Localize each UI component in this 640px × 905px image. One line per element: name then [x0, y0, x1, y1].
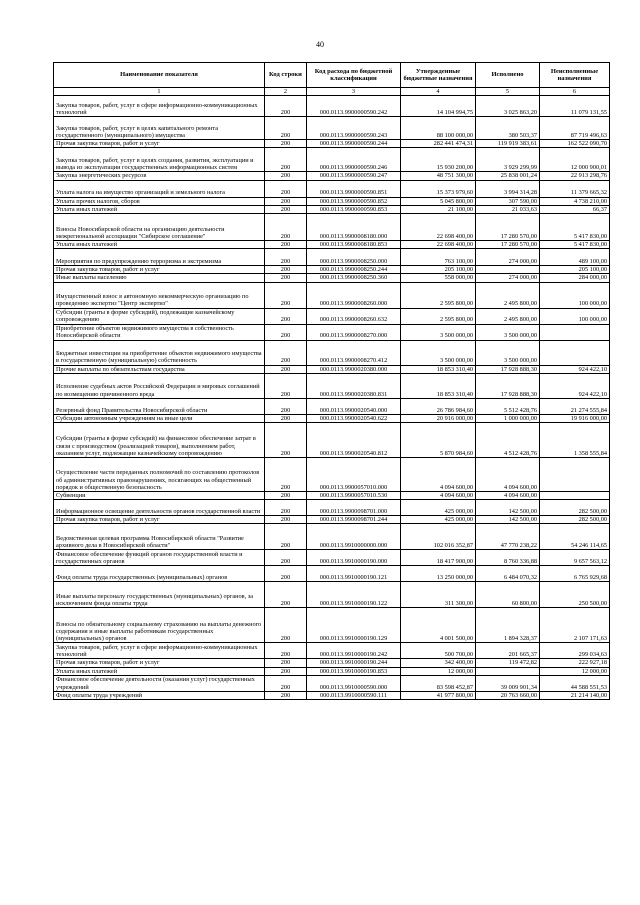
row-class-code-cell: 000.0113.9900000590.247 [307, 172, 401, 180]
row-executed-cell: 47 770 238,22 [476, 524, 540, 550]
table-row [54, 180, 610, 197]
row-line-code-cell: 200 [265, 266, 307, 274]
row-name-cell: Субсидии автономным учреждениям на иные цели [54, 414, 265, 422]
row-line-code-cell: 200 [265, 550, 307, 566]
row-approved-cell: 18 417 900,00 [401, 550, 476, 566]
row-class-code-cell: 000.0113.9910000590.111 [307, 691, 401, 699]
row-unexecuted-cell: 100 000,00 [540, 282, 610, 308]
row-executed-cell: 2 495 800,00 [476, 308, 540, 324]
row-line-code-cell: 200 [265, 500, 307, 516]
row-name-cell: Иные выплаты населению [54, 274, 265, 282]
table-row [54, 205, 610, 213]
row-unexecuted-cell: 54 246 114,65 [540, 524, 610, 550]
row-name-cell: Уплата иных платежей [54, 667, 265, 675]
row-name-cell: Прочая закупка товаров, работ и услуг [54, 266, 265, 274]
table-row [54, 516, 610, 524]
row-line-code-cell: 200 [265, 524, 307, 550]
row-unexecuted-cell: 282 500,00 [540, 516, 610, 524]
row-approved-cell: 4 094 600,00 [401, 458, 476, 492]
row-class-code-cell: 000.0113.9900008270.000 [307, 324, 401, 340]
header-line-code: Код строки [265, 63, 307, 88]
row-executed-cell: 25 838 001,24 [476, 172, 540, 180]
page-number: 40 [316, 40, 324, 49]
row-unexecuted-cell: 162 522 090,70 [540, 140, 610, 148]
row-class-code-cell: 000.0113.9900020380.000 [307, 365, 401, 373]
row-unexecuted-cell [540, 324, 610, 340]
row-unexecuted-cell: 924 422,10 [540, 373, 610, 398]
row-executed-cell: 307 590,00 [476, 197, 540, 205]
row-line-code-cell: 200 [265, 180, 307, 197]
row-class-code-cell: 000.0113.9900020540.000 [307, 398, 401, 414]
row-line-code-cell: 200 [265, 667, 307, 675]
row-class-code-cell: 000.0113.9900098701.244 [307, 516, 401, 524]
row-executed-cell [476, 667, 540, 675]
row-executed-cell: 4 094 600,00 [476, 458, 540, 492]
row-approved-cell: 425 000,00 [401, 516, 476, 524]
row-name-cell: Мероприятия по предупреждению терроризма и экстремизма [54, 249, 265, 266]
row-line-code-cell: 200 [265, 675, 307, 691]
row-executed-cell: 17 928 888,30 [476, 365, 540, 373]
row-unexecuted-cell [540, 458, 610, 492]
row-approved-cell: 205 100,00 [401, 266, 476, 274]
row-name-cell: Закупка товаров, работ, услуг в целях капитального ремонта государственного (муниципального) имущества [54, 117, 265, 140]
row-line-code-cell: 200 [265, 691, 307, 699]
row-class-code-cell: 000.0113.9900020380.831 [307, 373, 401, 398]
row-line-code-cell: 200 [265, 274, 307, 282]
table-row [54, 492, 610, 500]
row-line-code-cell: 200 [265, 659, 307, 667]
row-name-cell: Прочая закупка товаров, работ и услуг [54, 140, 265, 148]
row-line-code-cell: 200 [265, 249, 307, 266]
row-approved-cell: 558 000,00 [401, 274, 476, 282]
row-approved-cell: 18 853 310,40 [401, 365, 476, 373]
row-approved-cell: 102 016 352,87 [401, 524, 476, 550]
table-row [54, 675, 610, 691]
table-row [54, 566, 610, 582]
row-approved-cell: 311 300,00 [401, 582, 476, 608]
table-row [54, 414, 610, 422]
row-line-code-cell: 200 [265, 516, 307, 524]
row-line-code-cell: 200 [265, 241, 307, 249]
row-name-cell: Фонд оплаты труда учреждений [54, 691, 265, 699]
row-name-cell: Бюджетные инвестиции на приобретение объектов недвижимого имущества в государственную (муниципальную) собственность [54, 340, 265, 365]
row-class-code-cell: 000.0113.9910000190.000 [307, 550, 401, 566]
row-executed-cell: 60 800,00 [476, 582, 540, 608]
table-row [54, 608, 610, 643]
row-name-cell: Субсидии (гранты в форме субсидий), подлежащие казначейскому сопровождению [54, 308, 265, 324]
table-row [54, 643, 610, 659]
table-row [54, 500, 610, 516]
row-executed-cell [476, 266, 540, 274]
table-row [54, 582, 610, 608]
row-name-cell: Информационное освещение деятельности органов государственной власти [54, 500, 265, 516]
table-row [54, 148, 610, 172]
row-approved-cell: 83 598 452,87 [401, 675, 476, 691]
row-class-code-cell: 000.0113.9910000190.121 [307, 566, 401, 582]
row-class-code-cell: 000.0113.9900000590.242 [307, 96, 401, 117]
header-row [54, 63, 610, 88]
row-line-code-cell: 200 [265, 324, 307, 340]
row-approved-cell: 88 100 000,00 [401, 117, 476, 140]
row-unexecuted-cell: 282 500,00 [540, 500, 610, 516]
row-approved-cell: 41 977 800,00 [401, 691, 476, 699]
row-unexecuted-cell: 4 738 210,00 [540, 197, 610, 205]
budget-execution-table [53, 62, 610, 700]
row-executed-cell: 119 472,82 [476, 659, 540, 667]
column-number: 4 [401, 88, 476, 96]
row-approved-cell: 282 441 474,31 [401, 140, 476, 148]
row-class-code-cell: 000.0113.9900008260.632 [307, 308, 401, 324]
table-row [54, 550, 610, 566]
row-unexecuted-cell: 5 417 830,00 [540, 241, 610, 249]
row-approved-cell: 2 595 800,00 [401, 282, 476, 308]
row-executed-cell: 3 994 314,28 [476, 180, 540, 197]
row-unexecuted-cell: 5 417 830,00 [540, 214, 610, 241]
row-class-code-cell: 000.0113.9900057010.000 [307, 458, 401, 492]
row-line-code-cell: 200 [265, 643, 307, 659]
header-class-code: Код расхода по бюджетной классификации [307, 63, 401, 88]
header-name: Наименование показателя [54, 63, 265, 88]
row-class-code-cell: 000.0113.9900008180.000 [307, 214, 401, 241]
row-approved-cell: 13 250 000,00 [401, 566, 476, 582]
row-unexecuted-cell: 87 719 496,63 [540, 117, 610, 140]
row-approved-cell: 4 001 500,00 [401, 608, 476, 643]
row-name-cell: Финансовое обеспечение функций органов государственной власти и государственных органов [54, 550, 265, 566]
row-unexecuted-cell: 66,37 [540, 205, 610, 213]
row-unexecuted-cell: 12 000,00 [540, 667, 610, 675]
row-name-cell: Субвенции [54, 492, 265, 500]
row-class-code-cell: 000.0113.9910000590.000 [307, 675, 401, 691]
row-unexecuted-cell: 22 913 298,76 [540, 172, 610, 180]
row-name-cell: Закупка товаров, работ, услуг в целях создания, развития, эксплуатации и вывода из эксплуатации государственных информационных систем [54, 148, 265, 172]
row-approved-cell: 22 698 400,00 [401, 241, 476, 249]
row-unexecuted-cell [540, 492, 610, 500]
row-line-code-cell: 200 [265, 365, 307, 373]
row-name-cell: Закупка товаров, работ, услуг в сфере информационно-коммуникационных технологий [54, 96, 265, 117]
row-executed-cell: 17 280 570,00 [476, 241, 540, 249]
row-line-code-cell: 200 [265, 197, 307, 205]
row-class-code-cell: 000.0113.9900008260.000 [307, 282, 401, 308]
row-unexecuted-cell: 21 214 140,00 [540, 691, 610, 699]
row-line-code-cell: 200 [265, 205, 307, 213]
table-row [54, 117, 610, 140]
row-line-code-cell: 200 [265, 308, 307, 324]
row-unexecuted-cell: 222 927,18 [540, 659, 610, 667]
table-row [54, 659, 610, 667]
row-unexecuted-cell: 44 588 551,53 [540, 675, 610, 691]
row-name-cell: Ведомственная целевая программа Новосибирской области "Развитие архивного дела в Новосибирской области" [54, 524, 265, 550]
row-line-code-cell: 200 [265, 282, 307, 308]
row-name-cell: Уплата налога на имущество организаций и земельного налога [54, 180, 265, 197]
row-name-cell: Иные выплаты персоналу государственных (муниципальных) органов, за исключением фонда оплаты труда [54, 582, 265, 608]
row-approved-cell: 14 104 994,75 [401, 96, 476, 117]
row-name-cell: Приобретение объектов недвижимого имущества в собственность Новосибирской области [54, 324, 265, 340]
row-class-code-cell: 000.0113.9910000190.853 [307, 667, 401, 675]
row-name-cell: Закупка энергетических ресурсов [54, 172, 265, 180]
row-line-code-cell: 200 [265, 582, 307, 608]
row-approved-cell: 22 698 400,00 [401, 214, 476, 241]
row-line-code-cell: 200 [265, 608, 307, 643]
row-name-cell: Резервный фонд Правительства Новосибирской области [54, 398, 265, 414]
table-row [54, 140, 610, 148]
row-line-code-cell: 200 [265, 140, 307, 148]
row-name-cell: Прочая закупка товаров, работ и услуг [54, 659, 265, 667]
row-class-code-cell: 000.0113.9900057010.530 [307, 492, 401, 500]
column-number-row [54, 88, 610, 96]
row-approved-cell: 26 786 984,60 [401, 398, 476, 414]
table-row [54, 423, 610, 458]
column-number: 3 [307, 88, 401, 96]
row-class-code-cell: 000.0113.9900008250.244 [307, 266, 401, 274]
row-approved-cell: 500 700,00 [401, 643, 476, 659]
row-executed-cell: 20 763 660,00 [476, 691, 540, 699]
row-executed-cell: 17 280 570,00 [476, 214, 540, 241]
row-approved-cell: 3 500 000,00 [401, 340, 476, 365]
row-executed-cell: 142 500,00 [476, 516, 540, 524]
row-approved-cell: 5 870 984,60 [401, 423, 476, 458]
row-class-code-cell: 000.0113.9900000590.853 [307, 205, 401, 213]
row-executed-cell: 3 929 299,99 [476, 148, 540, 172]
table-row [54, 249, 610, 266]
row-approved-cell: 20 916 000,00 [401, 414, 476, 422]
table-row [54, 524, 610, 550]
row-unexecuted-cell: 12 000 900,01 [540, 148, 610, 172]
header-unexecuted: Неисполненные назначения [540, 63, 610, 88]
table-row [54, 308, 610, 324]
table-row [54, 324, 610, 340]
row-class-code-cell: 000.0113.9900000590.852 [307, 197, 401, 205]
row-class-code-cell: 000.0113.9900008250.360 [307, 274, 401, 282]
row-class-code-cell: 000.0113.9900098701.000 [307, 500, 401, 516]
row-line-code-cell: 200 [265, 373, 307, 398]
row-class-code-cell: 000.0113.9910000190.244 [307, 659, 401, 667]
table-row [54, 373, 610, 398]
row-line-code-cell: 200 [265, 214, 307, 241]
row-approved-cell: 48 751 300,00 [401, 172, 476, 180]
row-class-code-cell: 000.0113.9910000190.129 [307, 608, 401, 643]
row-line-code-cell: 200 [265, 398, 307, 414]
row-unexecuted-cell: 1 358 555,84 [540, 423, 610, 458]
row-line-code-cell: 200 [265, 492, 307, 500]
row-unexecuted-cell: 19 916 000,00 [540, 414, 610, 422]
row-class-code-cell: 000.0113.9900008180.853 [307, 241, 401, 249]
row-name-cell: Имущественный взнос в автономную некоммерческую организацию по проведению экспертиз "Центр экспертиз" [54, 282, 265, 308]
row-executed-cell: 6 484 070,32 [476, 566, 540, 582]
row-executed-cell: 21 033,63 [476, 205, 540, 213]
row-executed-cell: 1 000 000,00 [476, 414, 540, 422]
row-approved-cell: 15 373 979,60 [401, 180, 476, 197]
row-executed-cell: 380 503,37 [476, 117, 540, 140]
row-unexecuted-cell [540, 340, 610, 365]
row-unexecuted-cell: 21 274 555,84 [540, 398, 610, 414]
table-row [54, 398, 610, 414]
row-unexecuted-cell: 250 500,00 [540, 582, 610, 608]
table-row [54, 458, 610, 492]
row-line-code-cell: 200 [265, 148, 307, 172]
row-approved-cell: 21 100,00 [401, 205, 476, 213]
row-class-code-cell: 000.0113.9900000590.851 [307, 180, 401, 197]
row-approved-cell: 763 100,00 [401, 249, 476, 266]
row-executed-cell: 142 500,00 [476, 500, 540, 516]
row-name-cell: Финансовое обеспечение деятельности (оказания услуг) государственных учреждений [54, 675, 265, 691]
row-unexecuted-cell: 11 079 131,55 [540, 96, 610, 117]
row-approved-cell: 12 000,00 [401, 667, 476, 675]
row-class-code-cell: 000.0113.9900000590.243 [307, 117, 401, 140]
row-class-code-cell: 000.0113.9900020540.812 [307, 423, 401, 458]
row-name-cell: Уплата иных платежей [54, 241, 265, 249]
row-name-cell: Уплата иных платежей [54, 205, 265, 213]
row-name-cell: Закупка товаров, работ, услуг в сфере информационно-коммуникационных технологий [54, 643, 265, 659]
row-unexecuted-cell: 284 000,00 [540, 274, 610, 282]
row-executed-cell: 274 000,00 [476, 274, 540, 282]
column-number: 1 [54, 88, 265, 96]
table-row [54, 365, 610, 373]
row-approved-cell: 342 400,00 [401, 659, 476, 667]
row-unexecuted-cell: 11 379 665,32 [540, 180, 610, 197]
table-row [54, 172, 610, 180]
row-approved-cell: 2 595 800,00 [401, 308, 476, 324]
row-line-code-cell: 200 [265, 117, 307, 140]
row-approved-cell: 5 045 800,00 [401, 197, 476, 205]
row-name-cell: Субсидии (гранты в форме субсидий) на финансовое обеспечение затрат в связи с производством (реализацией товаров), выполнением работ, оказанием услуг, подлежащие казначейскому сопровождению [54, 423, 265, 458]
table-row [54, 667, 610, 675]
row-line-code-cell: 200 [265, 340, 307, 365]
row-executed-cell: 8 760 336,88 [476, 550, 540, 566]
table-header [54, 63, 610, 96]
row-executed-cell: 17 928 888,30 [476, 373, 540, 398]
row-unexecuted-cell: 924 422,10 [540, 365, 610, 373]
row-executed-cell: 5 512 428,76 [476, 398, 540, 414]
row-unexecuted-cell: 2 107 171,63 [540, 608, 610, 643]
table-body [54, 96, 610, 700]
row-class-code-cell: 000.0113.9910000190.242 [307, 643, 401, 659]
row-name-cell: Осуществление части переданных полномочий по составлению протоколов об административных правонарушениях, посягающих на общественный порядок и общественную безопасность [54, 458, 265, 492]
table-row [54, 274, 610, 282]
row-class-code-cell: 000.0113.9900000590.246 [307, 148, 401, 172]
table-row [54, 96, 610, 117]
table-row [54, 340, 610, 365]
row-line-code-cell: 200 [265, 566, 307, 582]
row-approved-cell: 4 094 600,00 [401, 492, 476, 500]
table-row [54, 691, 610, 699]
row-class-code-cell: 000.0113.9900020540.622 [307, 414, 401, 422]
row-unexecuted-cell: 100 000,00 [540, 308, 610, 324]
table-row [54, 197, 610, 205]
row-approved-cell: 425 000,00 [401, 500, 476, 516]
row-executed-cell: 3 500 000,00 [476, 340, 540, 365]
row-name-cell: Фонд оплаты труда государственных (муниципальных) органов [54, 566, 265, 582]
row-unexecuted-cell: 299 034,63 [540, 643, 610, 659]
table-row [54, 266, 610, 274]
table-row [54, 214, 610, 241]
row-unexecuted-cell: 205 100,00 [540, 266, 610, 274]
table-row [54, 241, 610, 249]
row-executed-cell: 4 512 428,76 [476, 423, 540, 458]
row-executed-cell: 274 000,00 [476, 249, 540, 266]
row-line-code-cell: 200 [265, 96, 307, 117]
row-executed-cell: 3 025 863,20 [476, 96, 540, 117]
row-name-cell: Прочая закупка товаров, работ и услуг [54, 516, 265, 524]
row-executed-cell: 2 495 800,00 [476, 282, 540, 308]
header-executed: Исполнено [476, 63, 540, 88]
row-name-cell: Исполнение судебных актов Российской Федерации и мировых соглашений по возмещению причиненного вреда [54, 373, 265, 398]
row-name-cell: Взносы по обязательному социальному страхованию на выплаты денежного содержания и иные выплаты работникам государственных (муниципальных) органов [54, 608, 265, 643]
row-executed-cell: 4 094 600,00 [476, 492, 540, 500]
row-class-code-cell: 000.0113.9900008270.412 [307, 340, 401, 365]
row-unexecuted-cell: 6 765 929,68 [540, 566, 610, 582]
header-approved: Утвержденные бюджетные назначения [401, 63, 476, 88]
row-unexecuted-cell: 489 100,00 [540, 249, 610, 266]
column-number: 5 [476, 88, 540, 96]
row-executed-cell: 119 919 383,61 [476, 140, 540, 148]
row-executed-cell: 1 894 328,37 [476, 608, 540, 643]
row-executed-cell: 39 009 901,34 [476, 675, 540, 691]
row-executed-cell: 3 500 000,00 [476, 324, 540, 340]
row-name-cell: Взносы Новосибирской области на организацию деятельности межрегиональной ассоциации "Сибирское соглашение" [54, 214, 265, 241]
row-unexecuted-cell: 9 657 563,12 [540, 550, 610, 566]
row-executed-cell: 201 665,37 [476, 643, 540, 659]
table-row [54, 282, 610, 308]
row-line-code-cell: 200 [265, 172, 307, 180]
row-class-code-cell: 000.0113.9900000590.244 [307, 140, 401, 148]
row-class-code-cell: 000.0113.9910000190.122 [307, 582, 401, 608]
row-line-code-cell: 200 [265, 423, 307, 458]
row-line-code-cell: 200 [265, 458, 307, 492]
column-number: 2 [265, 88, 307, 96]
column-number: 6 [540, 88, 610, 96]
row-approved-cell: 15 930 200,00 [401, 148, 476, 172]
row-approved-cell: 18 853 310,40 [401, 373, 476, 398]
row-class-code-cell: 000.0113.9900008250.000 [307, 249, 401, 266]
row-approved-cell: 3 500 000,00 [401, 324, 476, 340]
row-name-cell: Прочие выплаты по обязательствам государства [54, 365, 265, 373]
row-line-code-cell: 200 [265, 414, 307, 422]
row-name-cell: Уплата прочих налогов, сборов [54, 197, 265, 205]
row-class-code-cell: 000.0113.9910000000.000 [307, 524, 401, 550]
